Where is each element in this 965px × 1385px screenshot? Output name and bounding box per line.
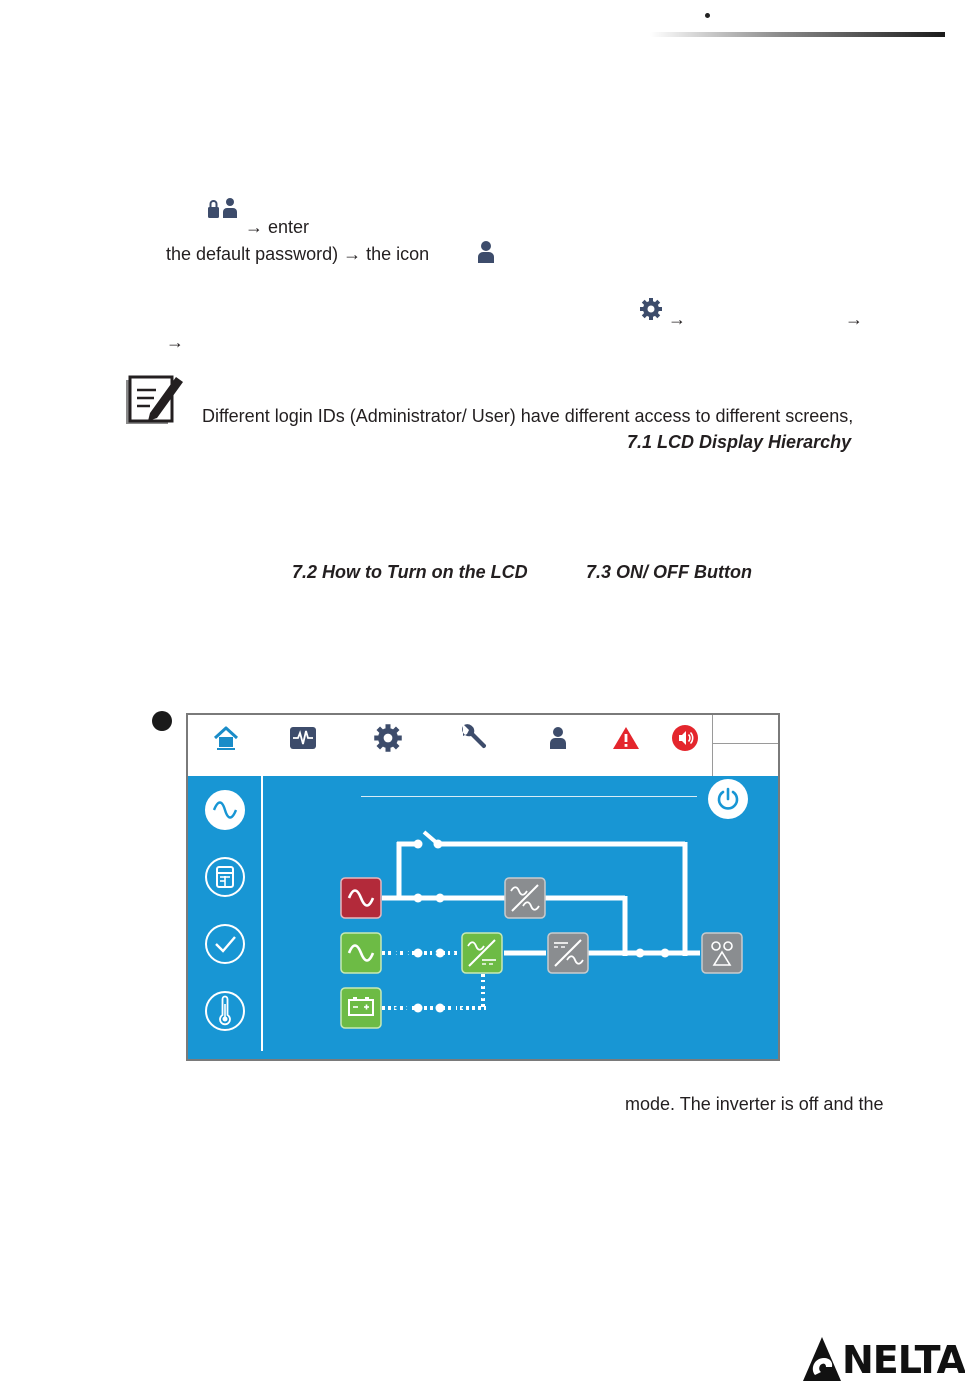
maintenance-icon[interactable] [456, 721, 490, 755]
note-icon [124, 373, 186, 427]
settings-icon[interactable] [371, 721, 405, 755]
load-block [702, 933, 742, 973]
user-icon[interactable] [541, 721, 575, 755]
delta-logo-mark [802, 1336, 842, 1382]
header-bullet [705, 13, 710, 18]
delta-logo [802, 1335, 965, 1383]
user-icon [476, 240, 496, 264]
step-bullet [152, 711, 172, 731]
ref-on-off-button[interactable]: 7.3 ON/ OFF Button [586, 562, 752, 582]
static-switch-block [505, 878, 545, 918]
lcd-top-bar [188, 715, 778, 776]
note-text: Different login IDs (Administrator/ User) have different access to different screens, [202, 406, 854, 426]
caption-text: mode. The inverter is off and the [625, 1094, 884, 1114]
delta-logo-text: NELTA [842, 1338, 965, 1382]
battery-riser-arrows [480, 982, 486, 999]
ref-turn-on-lcd[interactable]: 7.2 How to Turn on the LCD [292, 562, 528, 582]
rectifier-block [462, 933, 502, 973]
mains-node-1 [414, 949, 423, 958]
lcd-panel [186, 713, 780, 1061]
inverter-block [548, 933, 588, 973]
buzzer-icon[interactable] [668, 721, 702, 755]
battery-node-2 [436, 1004, 445, 1013]
bypass-row-node-2 [436, 894, 445, 903]
arrow-3: → [166, 332, 184, 352]
step1-text: → enter [245, 217, 310, 237]
note-ref-hierarchy[interactable]: 7.1 LCD Display Hierarchy [627, 432, 852, 452]
login-icon [207, 197, 239, 221]
arrow-2: → [845, 309, 863, 329]
top-separator [712, 715, 713, 776]
battery-block [341, 988, 381, 1028]
output-node-2 [661, 949, 670, 958]
gear-icon [639, 297, 663, 321]
header-rule [650, 32, 945, 37]
bypass-node-2 [434, 840, 443, 849]
step1-line2: the default password) → the icon [166, 244, 430, 264]
battery-node-1 [414, 1004, 423, 1013]
bypass-node-1 [414, 840, 423, 849]
power-flow-diagram [188, 776, 778, 1059]
bypass-source-block [341, 878, 381, 918]
alarm-icon[interactable] [609, 721, 643, 755]
arrow-1: → [668, 309, 686, 329]
bypass-row-node-1 [414, 894, 423, 903]
lcd-main [188, 776, 778, 1059]
home-icon[interactable] [209, 721, 243, 755]
output-node-1 [636, 949, 645, 958]
mains-source-block [341, 933, 381, 973]
status-divider [712, 743, 778, 744]
measurement-icon[interactable] [286, 721, 320, 755]
